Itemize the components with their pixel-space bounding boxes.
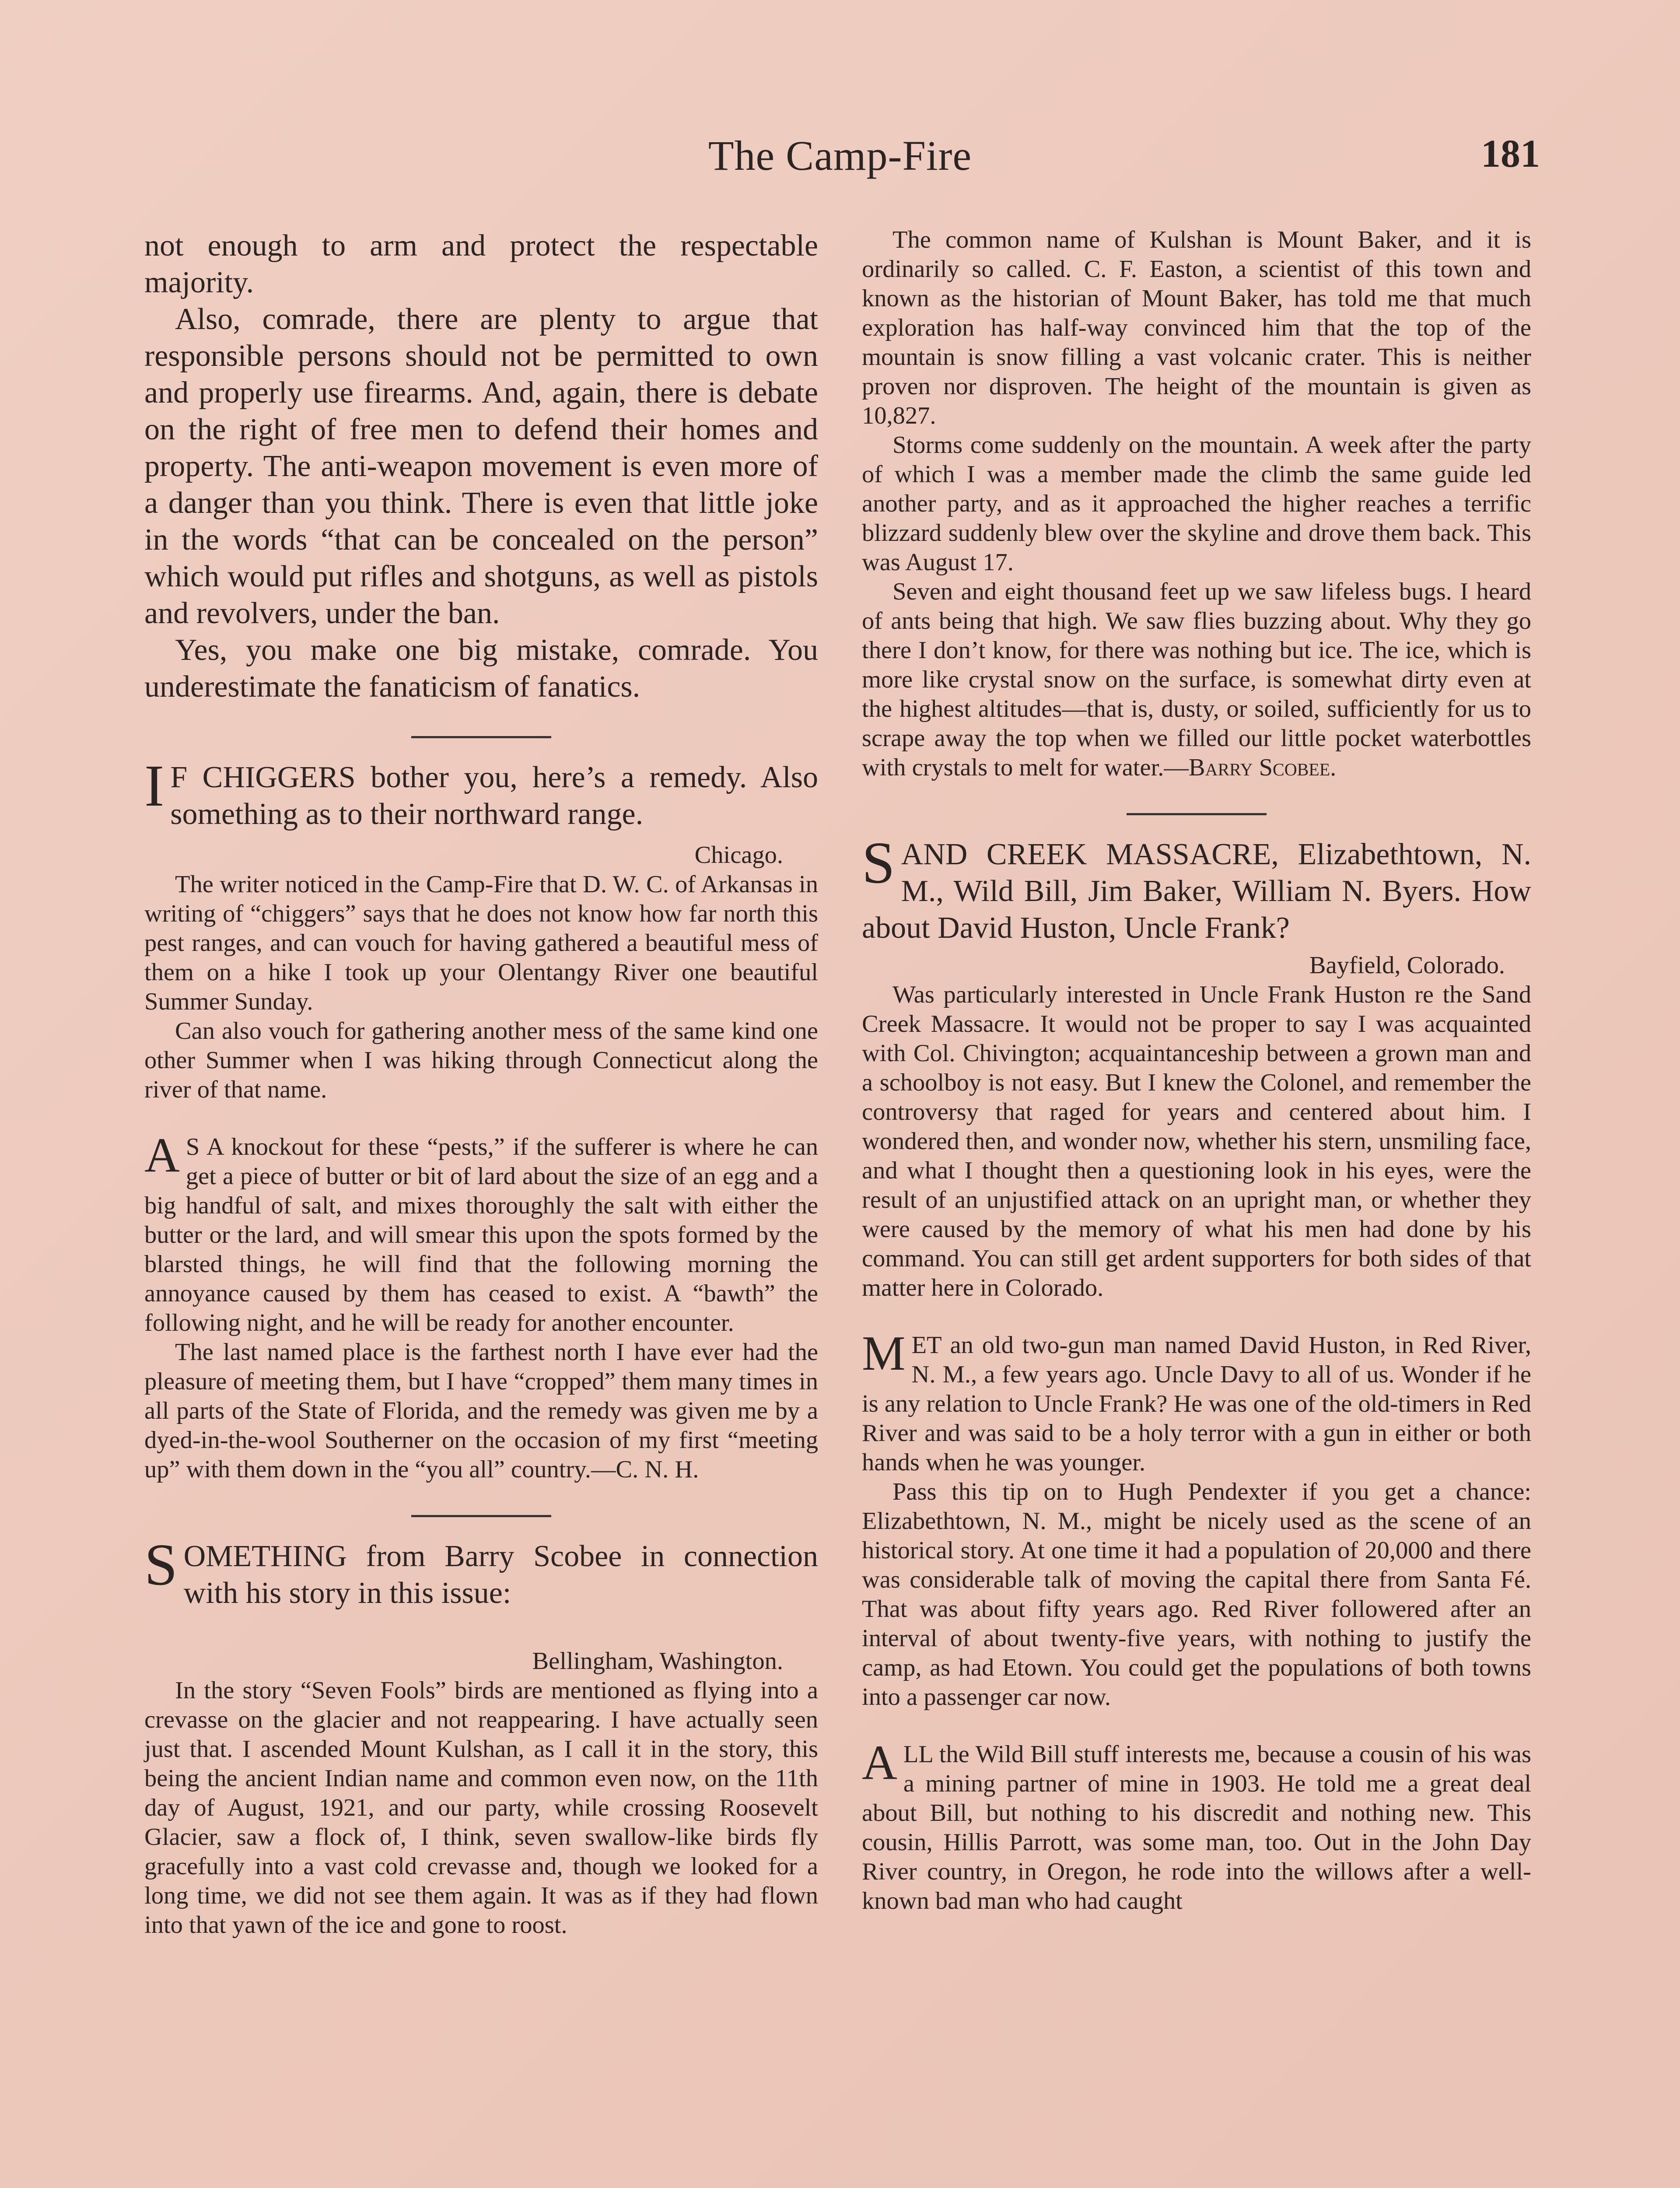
left-column — [144, 228, 818, 1940]
letter-headline: SAND CREEK MASSACRE, Elizabethtown, N. M., Wild Bill, Jim Baker, William N. Byers. How about David Huston, Uncle Frank? — [862, 830, 1531, 945]
paragraph: Storms come suddenly on the mountain. A week after the party of which I was a member made the climb the same guide led another party, and as it approached the higher reaches a terrific blizzard suddenly blew over the skyline and drove them back. This was August 17. — [862, 431, 1531, 576]
paragraph: not enough to arm and protect the respectable majority. — [144, 229, 818, 299]
dateline: Bayfield, Colorado. — [1309, 952, 1505, 979]
right-column — [862, 225, 1531, 1916]
paragraph: The last named place is the farthest north I have ever had the pleasure of meeting them, but I have “cropped” them many times in all parts of the State of Florida, and the remedy was given me by a dyed-in-the-wool Southerner on the occasion of my first “meeting up” with them down in the “you all” country.—C. N. H. — [144, 1339, 818, 1483]
paragraph: The common name of Kulshan is Mount Baker, and it is ordinarily so called. C. F. Easton, a scientist of this town and known as the historian of Mount Baker, has told me that much exploration has half-way convinced him that the top of the mountain is snow filling a vast volcanic crater. This is neither proven nor disproven. The height of the mountain is given as 10,827. — [862, 226, 1531, 429]
letter-chiggers — [144, 753, 818, 1484]
paragraph: Seven and eight thousand feet up we saw lifeless bugs. I heard of ants being that high. We saw flies buzzing about. Why they go there I don’t know, for there was nothing but ice. The ice, which is more like crystal snow on the surface, is somewhat dirty even at the highest altitudes—that is, dusty, or soiled, sufficiently for us to scrape away the top when we filled our little pocket waterbottles with crystals to melt for water.—Barry Scobee. — [862, 578, 1531, 781]
paragraph: The writer noticed in the Camp-Fire that D. W. C. of Arkansas in writing of “chiggers” says that he does not know how far north this pest ranges, and can vouch for having gathered a beautiful mess of them on a hike I took up your Olentangy River one beautiful Summer Sunday. — [144, 871, 818, 1015]
running-head: The Camp-Fire — [708, 132, 972, 179]
signature: Barry Scobee. — [1188, 754, 1337, 781]
drop-cap: M — [862, 1326, 906, 1381]
drop-cap: I — [144, 753, 164, 819]
letter-headline: I F CHIGGERS bother you, here’s a remedy. Also something as to their northward range. — [144, 753, 818, 831]
paragraph: Pass this tip on to Hugh Pendexter if you get a chance: Elizabethtown, N. M., might be nicely used as the scene of an historical story. At one time it had a population of 20,000 and there was considerable talk of moving the capital there from Santa Fé. That was about fifty years ago. Red River followered after an interval of about twenty-five years, with nothing to justify the camp, as had Etown. You could get the populations of both towns into a passenger car now. — [862, 1478, 1531, 1711]
paragraph: Also, comrade, there are plenty to argue that responsible persons should not be permitted to own and properly use firearms. And, again, there is debate on the right of free men to defend their homes and property. The anti-weapon movement is even more of a danger than you think. There is even that little joke in the words “that can be concealed on the person” which would put rifles and shotguns, as well as pistols and revolvers, under the ban. — [144, 302, 818, 630]
paragraph: MET an old two-gun man named David Huston, in Red River, N. M., a few years ago. Uncle Davy to all of us. Wonder if he is any relation to Uncle Frank? He was one of the old-timers in Red River and was said to be a holy terror with a gun in either or both hands when he was younger. — [862, 1326, 1531, 1476]
paragraph: ALL the Wild Bill stuff interests me, because a cousin of his was a mining partner of mine in 1903. He told me a great deal about Bill, but nothing to his discredit and nothing new. This cousin, Hillis Parrott, was some man, too. Out in the John Day River country, in Oregon, he rode into the willows after a well-known bad man who had caught — [862, 1736, 1531, 1914]
dateline: Chicago. — [694, 842, 783, 869]
letter-headline: SOMETHING from Barry Scobee in connection with his story in this issue: — [144, 1532, 818, 1610]
drop-cap: A — [144, 1128, 180, 1182]
drop-cap: S — [862, 830, 895, 896]
letter-sand-creek — [862, 830, 1531, 1916]
letter-scobee — [144, 1532, 818, 1940]
drop-cap: A — [862, 1736, 897, 1790]
section-divider — [411, 736, 551, 738]
section-divider — [411, 1515, 551, 1517]
dateline: Bellingham, Washington. — [532, 1648, 783, 1675]
paragraph: Can also vouch for gathering another mess of the same kind one other Summer when I was hiking through Connecticut along the river of that name. — [144, 1017, 818, 1103]
paragraph: Yes, you make one big mistake, comrade. You underestimate the fanaticism of fanatics. — [144, 633, 818, 704]
drop-cap: S — [144, 1532, 178, 1598]
paragraph: A S A knockout for these “pests,” if the sufferer is where he can get a piece of butter or bit of lard about the size of an egg and a big handful of salt, and mixes thoroughly the salt with either the butter or the lard, and will smear this upon the spots formed by the blarsted things, he will find that the following morning the annoyance caused by them has ceased to exist. A “bawth” the following night, and he will be ready for another encounter. — [144, 1128, 818, 1336]
paragraph: Was particularly interested in Uncle Frank Huston re the Sand Creek Massacre. It would not be proper to say I was acquainted with Col. Chivington; acquaintanceship between a grown man and a schoolboy is not easy. But I knew the Colonel, and remember the controversy that raged for years and centered about him. I wondered then, and wonder now, whether his stern, unsmiling face, and what I thought then a questioning look in his eyes, were the result of an unjustified attack on an upright man, or whether they were caused by the memory of what his men had done by his command. You can still get ardent supporters for both sides of that matter here in Colorado. — [862, 981, 1531, 1301]
section-divider — [1127, 813, 1267, 815]
page-number: 181 — [1481, 132, 1540, 175]
paragraph: In the story “Seven Fools” birds are mentioned as flying into a crevasse on the glacier and not reappearing. I have actually seen just that. I ascended Mount Kulshan, as I call it in the story, this being the ancient Indian name and common even now, on the 11th day of August, 1921, and our party, while crossing Roosevelt Glacier, saw a flock of, I think, seven swallow-like birds fly gracefully into a vast cold crevasse and, though we looked for a long time, we did not see them again. It was as if they had flown into that yawn of the ice and gone to roost. — [144, 1677, 818, 1939]
